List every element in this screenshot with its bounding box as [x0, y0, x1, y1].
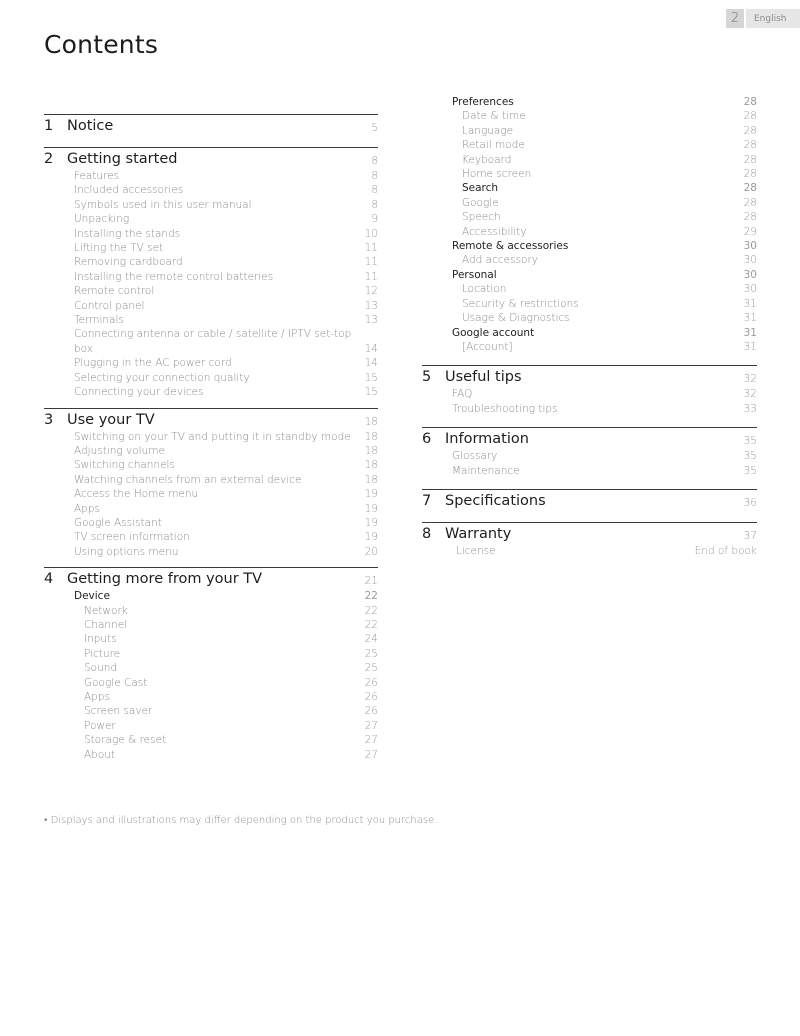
toc-chapter-8[interactable]	[422, 522, 757, 542]
entry-label: Retail mode	[462, 139, 525, 152]
chapter-page: 21	[364, 575, 378, 588]
toc-entry[interactable]	[44, 502, 378, 516]
entry-page: 28	[743, 153, 757, 166]
entry-page: 29	[743, 225, 757, 238]
entry-page: 30	[743, 254, 757, 267]
toc-entry[interactable]	[422, 402, 757, 416]
entry-page: 24	[364, 633, 378, 646]
toc-entry[interactable]	[44, 632, 378, 646]
entry-label: Google Cast	[84, 676, 148, 689]
entry-label: Symbols used in this user manual	[74, 198, 252, 211]
toc-group-device[interactable]	[44, 589, 378, 603]
toc-entry[interactable]	[44, 661, 378, 675]
entry-page: 31	[743, 297, 757, 310]
chapter-title: Useful tips	[445, 369, 522, 386]
entry-page: 28	[743, 211, 757, 224]
chapter-number: 7	[422, 492, 432, 509]
chapter-number: 1	[44, 118, 54, 134]
entry-label: Glossary	[452, 450, 498, 463]
entry-label: Speech	[462, 211, 501, 224]
toc-entry[interactable]	[44, 545, 378, 559]
entry-label: Date & time	[462, 110, 526, 123]
chapter-page: 36	[743, 496, 757, 509]
entry-page: 19	[364, 502, 378, 515]
entry-page: 35	[743, 450, 757, 463]
toc-entry[interactable]	[422, 210, 757, 224]
entry-label: Channel	[84, 618, 128, 631]
toc-entry[interactable]	[44, 430, 378, 444]
entry-page: 28	[743, 168, 757, 181]
toc-entry[interactable]	[422, 225, 757, 239]
toc-entry[interactable]	[44, 284, 378, 298]
entry-label: Apps	[74, 502, 100, 515]
entry-page: 11	[364, 256, 378, 269]
entry-page: 19	[364, 531, 378, 544]
toc-group-preferences[interactable]	[422, 95, 757, 109]
page-badge	[726, 9, 800, 28]
entry-label: Lifting the TV set	[74, 242, 164, 255]
entry-label: Screen saver	[84, 705, 153, 718]
page-title: Contents	[44, 30, 159, 59]
toc-entry[interactable]	[44, 385, 378, 399]
entry-page: 8	[371, 198, 378, 211]
toc-entry[interactable]	[44, 748, 378, 762]
toc-entry[interactable]	[44, 676, 378, 690]
chapter-number: 6	[422, 431, 432, 448]
toc-chapter-3[interactable]	[44, 408, 378, 428]
toc-entry[interactable]	[44, 169, 378, 183]
toc-entry[interactable]	[422, 138, 757, 152]
toc-group-google-account[interactable]	[422, 326, 757, 340]
chapter-page: 18	[364, 415, 378, 428]
entry-label: Switching on your TV and putting it in standby mode	[74, 430, 351, 443]
chapter-page: 35	[743, 435, 757, 448]
chapter-title: Specifications	[445, 492, 546, 509]
toc-entry[interactable]	[44, 487, 378, 501]
entry-label: Sound	[84, 662, 118, 675]
chapter-title: Notice	[67, 118, 114, 134]
entry-page: 31	[743, 312, 757, 325]
entry-page: 8	[371, 170, 378, 182]
entry-label: Storage & reset	[84, 734, 167, 747]
entry-label: Accessibility	[462, 225, 527, 238]
entry-page: 9	[371, 213, 378, 226]
toc-entry[interactable]	[422, 449, 757, 463]
chapter-number: 2	[44, 151, 54, 167]
page-number: 2	[726, 9, 744, 28]
chapter-page: 32	[743, 373, 757, 386]
entry-page: 8	[371, 184, 378, 197]
entry-page: 20	[364, 545, 378, 558]
entry-page: 25	[364, 662, 378, 675]
entry-label: Google Assistant	[74, 516, 162, 529]
chapter-title: Warranty	[445, 525, 512, 542]
entry-label: Included accessories	[74, 184, 184, 197]
toc-entry[interactable]	[44, 327, 378, 356]
entry-page: 18	[364, 459, 378, 472]
toc-entry[interactable]	[422, 297, 757, 311]
toc-entry[interactable]	[44, 719, 378, 733]
toc-entry[interactable]	[44, 198, 378, 212]
group-page: 28	[743, 182, 757, 195]
entry-page: 22	[364, 618, 378, 631]
toc-right-column	[422, 95, 757, 558]
chapter-number: 4	[44, 571, 54, 588]
toc-chapter-7[interactable]	[422, 489, 757, 509]
toc-group-remote-accessories[interactable]	[422, 239, 757, 253]
entry-label: [Account]	[462, 340, 513, 353]
toc-entry[interactable]	[44, 604, 378, 618]
entry-label: Adjusting volume	[74, 444, 165, 457]
entry-page: 27	[364, 748, 378, 761]
entry-page: 12	[364, 285, 378, 298]
toc-entry[interactable]	[44, 371, 378, 385]
toc-chapter-1[interactable]	[44, 114, 378, 134]
entry-page: 26	[364, 691, 378, 703]
chapter-title: Use your TV	[67, 411, 155, 428]
entry-page: 31	[743, 340, 757, 353]
toc-entry[interactable]	[44, 618, 378, 632]
chapter-page: 8	[371, 155, 378, 167]
entry-page: 28	[743, 139, 757, 152]
chapter-title: Getting started	[67, 151, 178, 167]
language-label: English	[746, 9, 800, 28]
entry-label: Unpacking	[74, 213, 130, 226]
chapter-number: 5	[422, 369, 432, 386]
toc-entry[interactable]	[44, 733, 378, 747]
entry-label: Plugging in the AC power cord	[74, 357, 232, 370]
entry-page: 18	[364, 444, 378, 457]
entry-label: Access the Home menu	[74, 488, 199, 501]
entry-label: Network	[84, 604, 128, 617]
entry-label: Language	[462, 124, 514, 137]
toc-entry[interactable]	[422, 311, 757, 325]
entry-page: 14	[364, 342, 378, 355]
entry-label: About	[84, 748, 116, 761]
entry-label: Security & restrictions	[462, 297, 579, 310]
toc-left-column	[44, 114, 378, 762]
entry-label: Inputs	[84, 633, 117, 646]
toc-chapter-4[interactable]	[44, 567, 378, 587]
chapter-page: 5	[371, 122, 378, 134]
toc-entry[interactable]	[44, 704, 378, 718]
entry-page: 35	[743, 464, 757, 477]
toc-chapter-6[interactable]	[422, 427, 757, 447]
entry-label: Add accessory	[462, 254, 539, 267]
entry-page: 15	[364, 371, 378, 384]
chapter-title: Getting more from your TV	[67, 571, 263, 588]
entry-label: Usage & Diagnostics	[462, 312, 570, 325]
entry-page: 19	[364, 488, 378, 501]
entry-page: 13	[364, 314, 378, 327]
toc-entry[interactable]	[44, 212, 378, 226]
entry-page: 26	[364, 676, 378, 689]
entry-page: 33	[743, 402, 757, 415]
entry-label: Location	[462, 283, 507, 296]
entry-label: Installing the remote control batteries	[74, 270, 274, 283]
entry-label: Selecting your connection quality	[74, 371, 250, 384]
chapter-number: 3	[44, 411, 54, 428]
entry-label: Maintenance	[452, 464, 520, 477]
toc-entry[interactable]	[44, 356, 378, 370]
toc-entry[interactable]	[44, 255, 378, 269]
entry-label: Picture	[84, 647, 121, 660]
group-page: 22	[364, 590, 378, 603]
entry-label: Features	[74, 170, 120, 182]
chapter-title: Information	[445, 431, 529, 448]
toc-chapter-5[interactable]	[422, 365, 757, 385]
group-label: Device	[74, 590, 110, 603]
entry-page: 28	[743, 196, 757, 209]
entry-label: FAQ	[452, 388, 473, 401]
toc-entry[interactable]	[44, 690, 378, 704]
toc-entry[interactable]	[422, 282, 757, 296]
entry-page: 11	[364, 242, 378, 255]
group-page: 30	[743, 268, 757, 281]
entry-label: Watching channels from an external device	[74, 473, 302, 486]
entry-page: 10	[364, 227, 378, 240]
entry-label: Connecting antenna or cable / satellite / IPTV set-top box	[74, 328, 352, 355]
entry-label: Troubleshooting tips	[452, 402, 558, 415]
toc-chapter-2[interactable]	[44, 147, 378, 167]
entry-label: Power	[84, 719, 116, 732]
toc-entry[interactable]	[44, 458, 378, 472]
group-page: 28	[743, 96, 757, 108]
entry-label: Google	[462, 196, 499, 209]
toc-entry-license[interactable]	[422, 544, 757, 558]
entry-page: 28	[743, 110, 757, 123]
chapter-page: 37	[743, 529, 757, 542]
entry-label: Terminals	[74, 314, 124, 327]
toc-entry[interactable]	[422, 387, 757, 401]
entry-page: 28	[743, 124, 757, 137]
toc-entry[interactable]	[44, 313, 378, 327]
entry-page: 32	[743, 388, 757, 401]
entry-label: Keyboard	[462, 153, 512, 166]
toc-entry[interactable]	[422, 153, 757, 167]
entry-page: 19	[364, 516, 378, 529]
toc-group-search[interactable]	[422, 181, 757, 195]
group-page: 30	[743, 240, 757, 253]
toc-entry[interactable]	[44, 647, 378, 661]
toc-entry[interactable]	[422, 196, 757, 210]
toc-entry[interactable]	[422, 109, 757, 123]
entry-label: Apps	[84, 691, 110, 703]
entry-label: TV screen information	[74, 531, 190, 544]
entry-label: Control panel	[74, 299, 145, 312]
toc-entry[interactable]	[44, 227, 378, 241]
group-label: Search	[462, 182, 499, 195]
entry-label: Using options menu	[74, 545, 179, 558]
entry-page: 27	[364, 719, 378, 732]
group-label: Remote & accessories	[452, 240, 569, 253]
entry-page: 15	[364, 386, 378, 399]
toc-entry[interactable]	[44, 241, 378, 255]
toc-entry[interactable]	[44, 530, 378, 544]
entry-page: 18	[364, 430, 378, 443]
toc-entry[interactable]	[44, 299, 378, 313]
toc-entry[interactable]	[422, 253, 757, 267]
footnote: • Displays and illustrations may differ depending on the product you purchase.	[44, 815, 438, 826]
toc-entry[interactable]	[44, 183, 378, 197]
entry-page: 22	[364, 604, 378, 617]
entry-page: End of book	[694, 544, 757, 557]
group-label: Preferences	[452, 96, 514, 108]
toc-entry[interactable]	[44, 473, 378, 487]
entry-label: Removing cardboard	[74, 256, 183, 269]
entry-page: 14	[364, 357, 378, 370]
toc-entry[interactable]	[422, 124, 757, 138]
toc-entry[interactable]	[44, 516, 378, 530]
entry-label: License	[456, 544, 496, 557]
toc-entry[interactable]	[44, 270, 378, 284]
toc-entry[interactable]	[422, 464, 757, 478]
toc-entry[interactable]	[422, 340, 757, 354]
entry-label: Installing the stands	[74, 227, 181, 240]
entry-page: 30	[743, 283, 757, 296]
group-label: Google account	[452, 326, 535, 339]
toc-entry[interactable]	[44, 444, 378, 458]
toc-entry[interactable]	[422, 167, 757, 181]
entry-page: 26	[364, 705, 378, 718]
toc-group-personal[interactable]	[422, 268, 757, 282]
entry-page: 11	[364, 270, 378, 283]
chapter-number: 8	[422, 525, 432, 542]
group-label: Personal	[452, 268, 497, 281]
entry-page: 27	[364, 734, 378, 747]
entry-label: Home screen	[462, 168, 532, 181]
entry-page: 13	[364, 299, 378, 312]
entry-page: 25	[364, 647, 378, 660]
entry-page: 18	[364, 473, 378, 486]
entry-label: Switching channels	[74, 459, 175, 472]
group-page: 31	[743, 326, 757, 339]
entry-label: Connecting your devices	[74, 386, 204, 399]
entry-label: Remote control	[74, 285, 155, 298]
